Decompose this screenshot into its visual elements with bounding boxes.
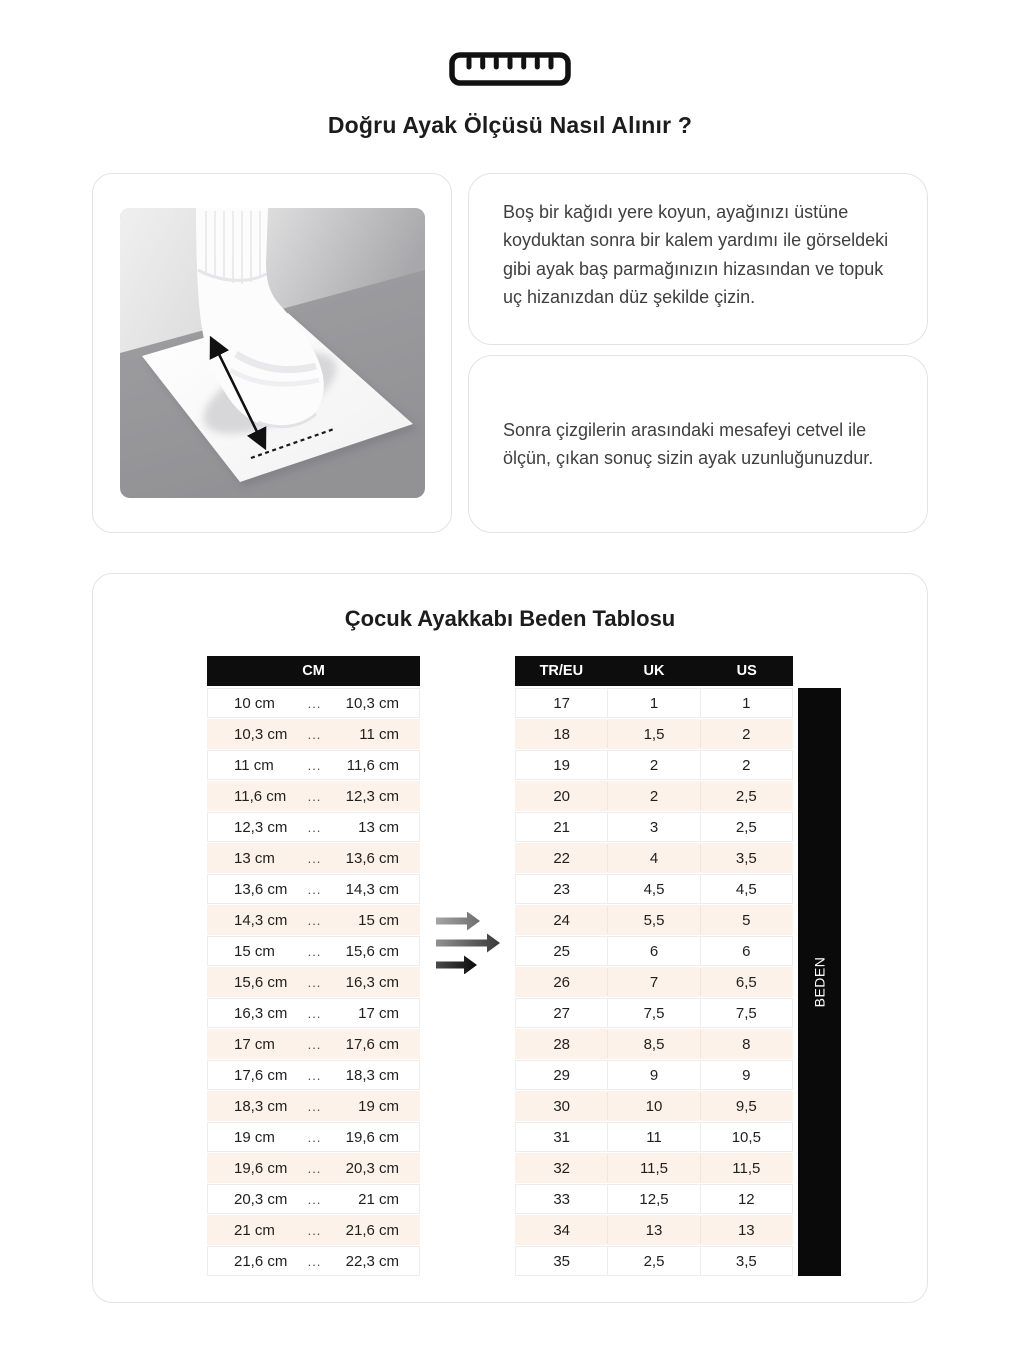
cm-from-cell: 15 cm	[234, 942, 275, 960]
table-row	[207, 936, 420, 966]
cm-header-label: CM	[302, 663, 325, 679]
uk-cell: 12,5	[607, 1185, 699, 1213]
range-separator: ...	[307, 1191, 322, 1207]
us-cell: 2,5	[700, 782, 792, 810]
range-separator: ...	[307, 1036, 322, 1052]
table-row	[515, 905, 793, 935]
measure-section	[92, 173, 928, 533]
uk-cell: 7	[607, 968, 699, 996]
table-row	[515, 1153, 793, 1183]
table-row	[515, 1060, 793, 1090]
beden-bar	[798, 688, 841, 1276]
cm-from-cell: 15,6 cm	[234, 973, 288, 991]
tr-eu-cell: 27	[553, 1004, 570, 1022]
cm-from-cell: 19 cm	[234, 1128, 275, 1146]
instruction-card-2	[468, 355, 928, 533]
size-header-us: US	[736, 663, 757, 679]
us-cell: 12	[700, 1185, 792, 1213]
cm-to-cell: 15 cm	[358, 911, 399, 929]
beden-label: BEDEN	[811, 956, 828, 1008]
cm-table	[207, 656, 420, 1277]
range-separator: ...	[307, 912, 322, 928]
cm-from-cell: 18,3 cm	[234, 1097, 288, 1115]
uk-cell: 6	[607, 937, 699, 965]
table-row	[207, 843, 420, 873]
cm-to-cell: 21,6 cm	[345, 1221, 399, 1239]
cm-to-cell: 15,6 cm	[345, 942, 399, 960]
tr-eu-cell: 23	[553, 880, 570, 898]
size-header-treu: TR/EU	[539, 663, 584, 679]
tr-eu-cell: 24	[553, 911, 570, 929]
table-row	[207, 688, 420, 718]
range-separator: ...	[307, 695, 322, 711]
cm-from-cell: 19,6 cm	[234, 1159, 288, 1177]
page-title: Doğru Ayak Ölçüsü Nasıl Alınır ?	[327, 112, 693, 138]
us-cell: 9,5	[700, 1092, 792, 1120]
us-cell: 2	[700, 720, 792, 748]
range-separator: ...	[307, 1098, 322, 1114]
uk-cell: 11	[607, 1123, 699, 1151]
cm-to-cell: 17,6 cm	[345, 1035, 399, 1053]
uk-cell: 10	[607, 1092, 699, 1120]
instruction-text-1: Boş bir kağıdı yere koyun, ayağınızı üstüne koyduktan sonra bir kalem yardımı ile görseldeki gibi ayak baş parmağınızın hizasından ve topuk uç hizanızdan düz şekilde çizin.	[503, 202, 889, 308]
table-row	[515, 967, 793, 997]
range-separator: ...	[307, 974, 322, 990]
size-chart-tables	[121, 656, 927, 1277]
table-row	[207, 1153, 420, 1183]
arrows-gap	[420, 912, 515, 974]
range-separator: ...	[307, 819, 322, 835]
table-row	[207, 967, 420, 997]
tr-eu-cell: 31	[553, 1128, 570, 1146]
cm-from-cell: 17,6 cm	[234, 1066, 288, 1084]
table-row	[207, 1060, 420, 1090]
range-separator: ...	[307, 757, 322, 773]
foot-measurement-photo	[120, 208, 425, 498]
table-row	[515, 1215, 793, 1245]
table-row	[207, 1215, 420, 1245]
table-row	[515, 874, 793, 904]
cm-from-cell: 21,6 cm	[234, 1252, 288, 1270]
uk-cell: 9	[607, 1061, 699, 1089]
table-row	[207, 750, 420, 780]
us-cell: 3,5	[700, 844, 792, 872]
us-cell: 10,5	[700, 1123, 792, 1151]
table-row	[207, 874, 420, 904]
range-separator: ...	[307, 1253, 322, 1269]
us-cell: 3,5	[700, 1247, 792, 1275]
tr-eu-cell: 21	[553, 818, 570, 836]
range-separator: ...	[307, 1222, 322, 1238]
table-row	[207, 998, 420, 1028]
cm-table-header	[207, 656, 420, 686]
uk-cell: 2	[607, 782, 699, 810]
cm-from-cell: 11,6 cm	[234, 787, 287, 805]
uk-cell: 2	[607, 751, 699, 779]
table-row	[207, 781, 420, 811]
cm-to-cell: 19,6 cm	[345, 1128, 399, 1146]
table-row	[515, 1029, 793, 1059]
table-row	[207, 812, 420, 842]
us-cell: 6	[700, 937, 792, 965]
us-cell: 7,5	[700, 999, 792, 1027]
us-cell: 6,5	[700, 968, 792, 996]
uk-cell: 2,5	[607, 1247, 699, 1275]
foot-photo-frame	[120, 208, 425, 498]
range-separator: ...	[307, 850, 322, 866]
cm-from-cell: 21 cm	[234, 1221, 275, 1239]
table-row	[515, 843, 793, 873]
tr-eu-cell: 30	[553, 1097, 570, 1115]
tr-eu-cell: 18	[553, 725, 570, 743]
range-separator: ...	[307, 1129, 322, 1145]
uk-cell: 3	[607, 813, 699, 841]
table-row	[207, 1122, 420, 1152]
uk-cell: 8,5	[607, 1030, 699, 1058]
us-cell: 5	[700, 906, 792, 934]
table-row	[515, 812, 793, 842]
table-row	[207, 1091, 420, 1121]
us-cell: 8	[700, 1030, 792, 1058]
uk-cell: 11,5	[607, 1154, 699, 1182]
table-row	[515, 750, 793, 780]
size-chart-title: Çocuk Ayakkabı Beden Tablosu	[344, 606, 676, 631]
cm-to-cell: 18,3 cm	[345, 1066, 399, 1084]
tr-eu-cell: 17	[553, 694, 570, 712]
cm-to-cell: 21 cm	[358, 1190, 399, 1208]
cm-from-cell: 13,6 cm	[234, 880, 288, 898]
cm-to-cell: 13 cm	[358, 818, 399, 836]
us-cell: 11,5	[700, 1154, 792, 1182]
uk-cell: 7,5	[607, 999, 699, 1027]
cm-from-cell: 14,3 cm	[234, 911, 288, 929]
range-separator: ...	[307, 1160, 322, 1176]
table-row	[515, 688, 793, 718]
us-cell: 1	[700, 689, 792, 717]
range-separator: ...	[307, 788, 322, 804]
size-header-uk: UK	[643, 663, 665, 679]
uk-cell: 5,5	[607, 906, 699, 934]
ruler-icon	[449, 52, 571, 86]
tr-eu-cell: 20	[553, 787, 570, 805]
uk-cell: 4	[607, 844, 699, 872]
tr-eu-cell: 28	[553, 1035, 570, 1053]
uk-cell: 4,5	[607, 875, 699, 903]
tr-eu-cell: 29	[553, 1066, 570, 1084]
tr-eu-cell: 26	[553, 973, 570, 991]
cm-to-cell: 22,3 cm	[345, 1252, 399, 1270]
foot-photo-card	[92, 173, 452, 533]
header-icon-wrap	[0, 0, 1020, 86]
table-row	[207, 1029, 420, 1059]
uk-cell: 1,5	[607, 720, 699, 748]
cm-to-cell: 11 cm	[359, 725, 399, 743]
cm-to-cell: 13,6 cm	[345, 849, 399, 867]
table-row	[515, 998, 793, 1028]
table-row	[207, 719, 420, 749]
size-table-header	[515, 656, 793, 686]
table-row	[515, 936, 793, 966]
cm-from-cell: 17 cm	[234, 1035, 275, 1053]
cm-from-cell: 12,3 cm	[234, 818, 288, 836]
us-cell: 13	[700, 1216, 792, 1244]
cm-to-cell: 14,3 cm	[345, 880, 399, 898]
table-row	[515, 1246, 793, 1276]
tr-eu-cell: 22	[553, 849, 570, 867]
cm-from-cell: 11 cm	[234, 756, 274, 774]
range-separator: ...	[307, 1005, 322, 1021]
cm-from-cell: 13 cm	[234, 849, 275, 867]
cm-table-body	[207, 688, 420, 1276]
us-cell: 4,5	[700, 875, 792, 903]
cm-from-cell: 16,3 cm	[234, 1004, 288, 1022]
table-row	[515, 781, 793, 811]
table-row	[207, 1184, 420, 1214]
table-row	[515, 1122, 793, 1152]
size-table	[515, 656, 793, 1277]
tr-eu-cell: 35	[553, 1252, 570, 1270]
range-separator: ...	[307, 943, 322, 959]
size-table-body	[515, 688, 793, 1276]
cm-from-cell: 20,3 cm	[234, 1190, 288, 1208]
range-separator: ...	[307, 1067, 322, 1083]
us-cell: 9	[700, 1061, 792, 1089]
us-cell: 2	[700, 751, 792, 779]
cm-to-cell: 19 cm	[358, 1097, 399, 1115]
instruction-column	[468, 173, 928, 533]
cm-to-cell: 20,3 cm	[345, 1159, 399, 1177]
tr-eu-cell: 33	[553, 1190, 570, 1208]
uk-cell: 1	[607, 689, 699, 717]
table-row	[515, 1091, 793, 1121]
tr-eu-cell: 32	[553, 1159, 570, 1177]
cm-to-cell: 10,3 cm	[345, 694, 399, 712]
tr-eu-cell: 25	[553, 942, 570, 960]
range-separator: ...	[307, 881, 322, 897]
range-separator: ...	[307, 726, 322, 742]
uk-cell: 13	[607, 1216, 699, 1244]
tr-eu-cell: 19	[553, 756, 570, 774]
cm-from-cell: 10,3 cm	[234, 725, 288, 743]
instruction-text-2: Sonra çizgilerin arasındaki mesafeyi cetvel ile ölçün, çıkan sonuç sizin ayak uzunluğunuzdur.	[503, 419, 874, 468]
table-row	[515, 719, 793, 749]
table-row	[207, 1246, 420, 1276]
cm-to-cell: 17 cm	[358, 1004, 399, 1022]
cm-to-cell: 16,3 cm	[345, 973, 399, 991]
tr-eu-cell: 34	[553, 1221, 570, 1239]
table-row	[515, 1184, 793, 1214]
size-convert-arrows-icon	[433, 912, 503, 974]
cm-to-cell: 11,6 cm	[346, 756, 399, 774]
us-cell: 2,5	[700, 813, 792, 841]
cm-to-cell: 12,3 cm	[345, 787, 399, 805]
size-chart-card	[92, 573, 928, 1303]
cm-from-cell: 10 cm	[234, 694, 275, 712]
table-row	[207, 905, 420, 935]
instruction-card-1	[468, 173, 928, 345]
